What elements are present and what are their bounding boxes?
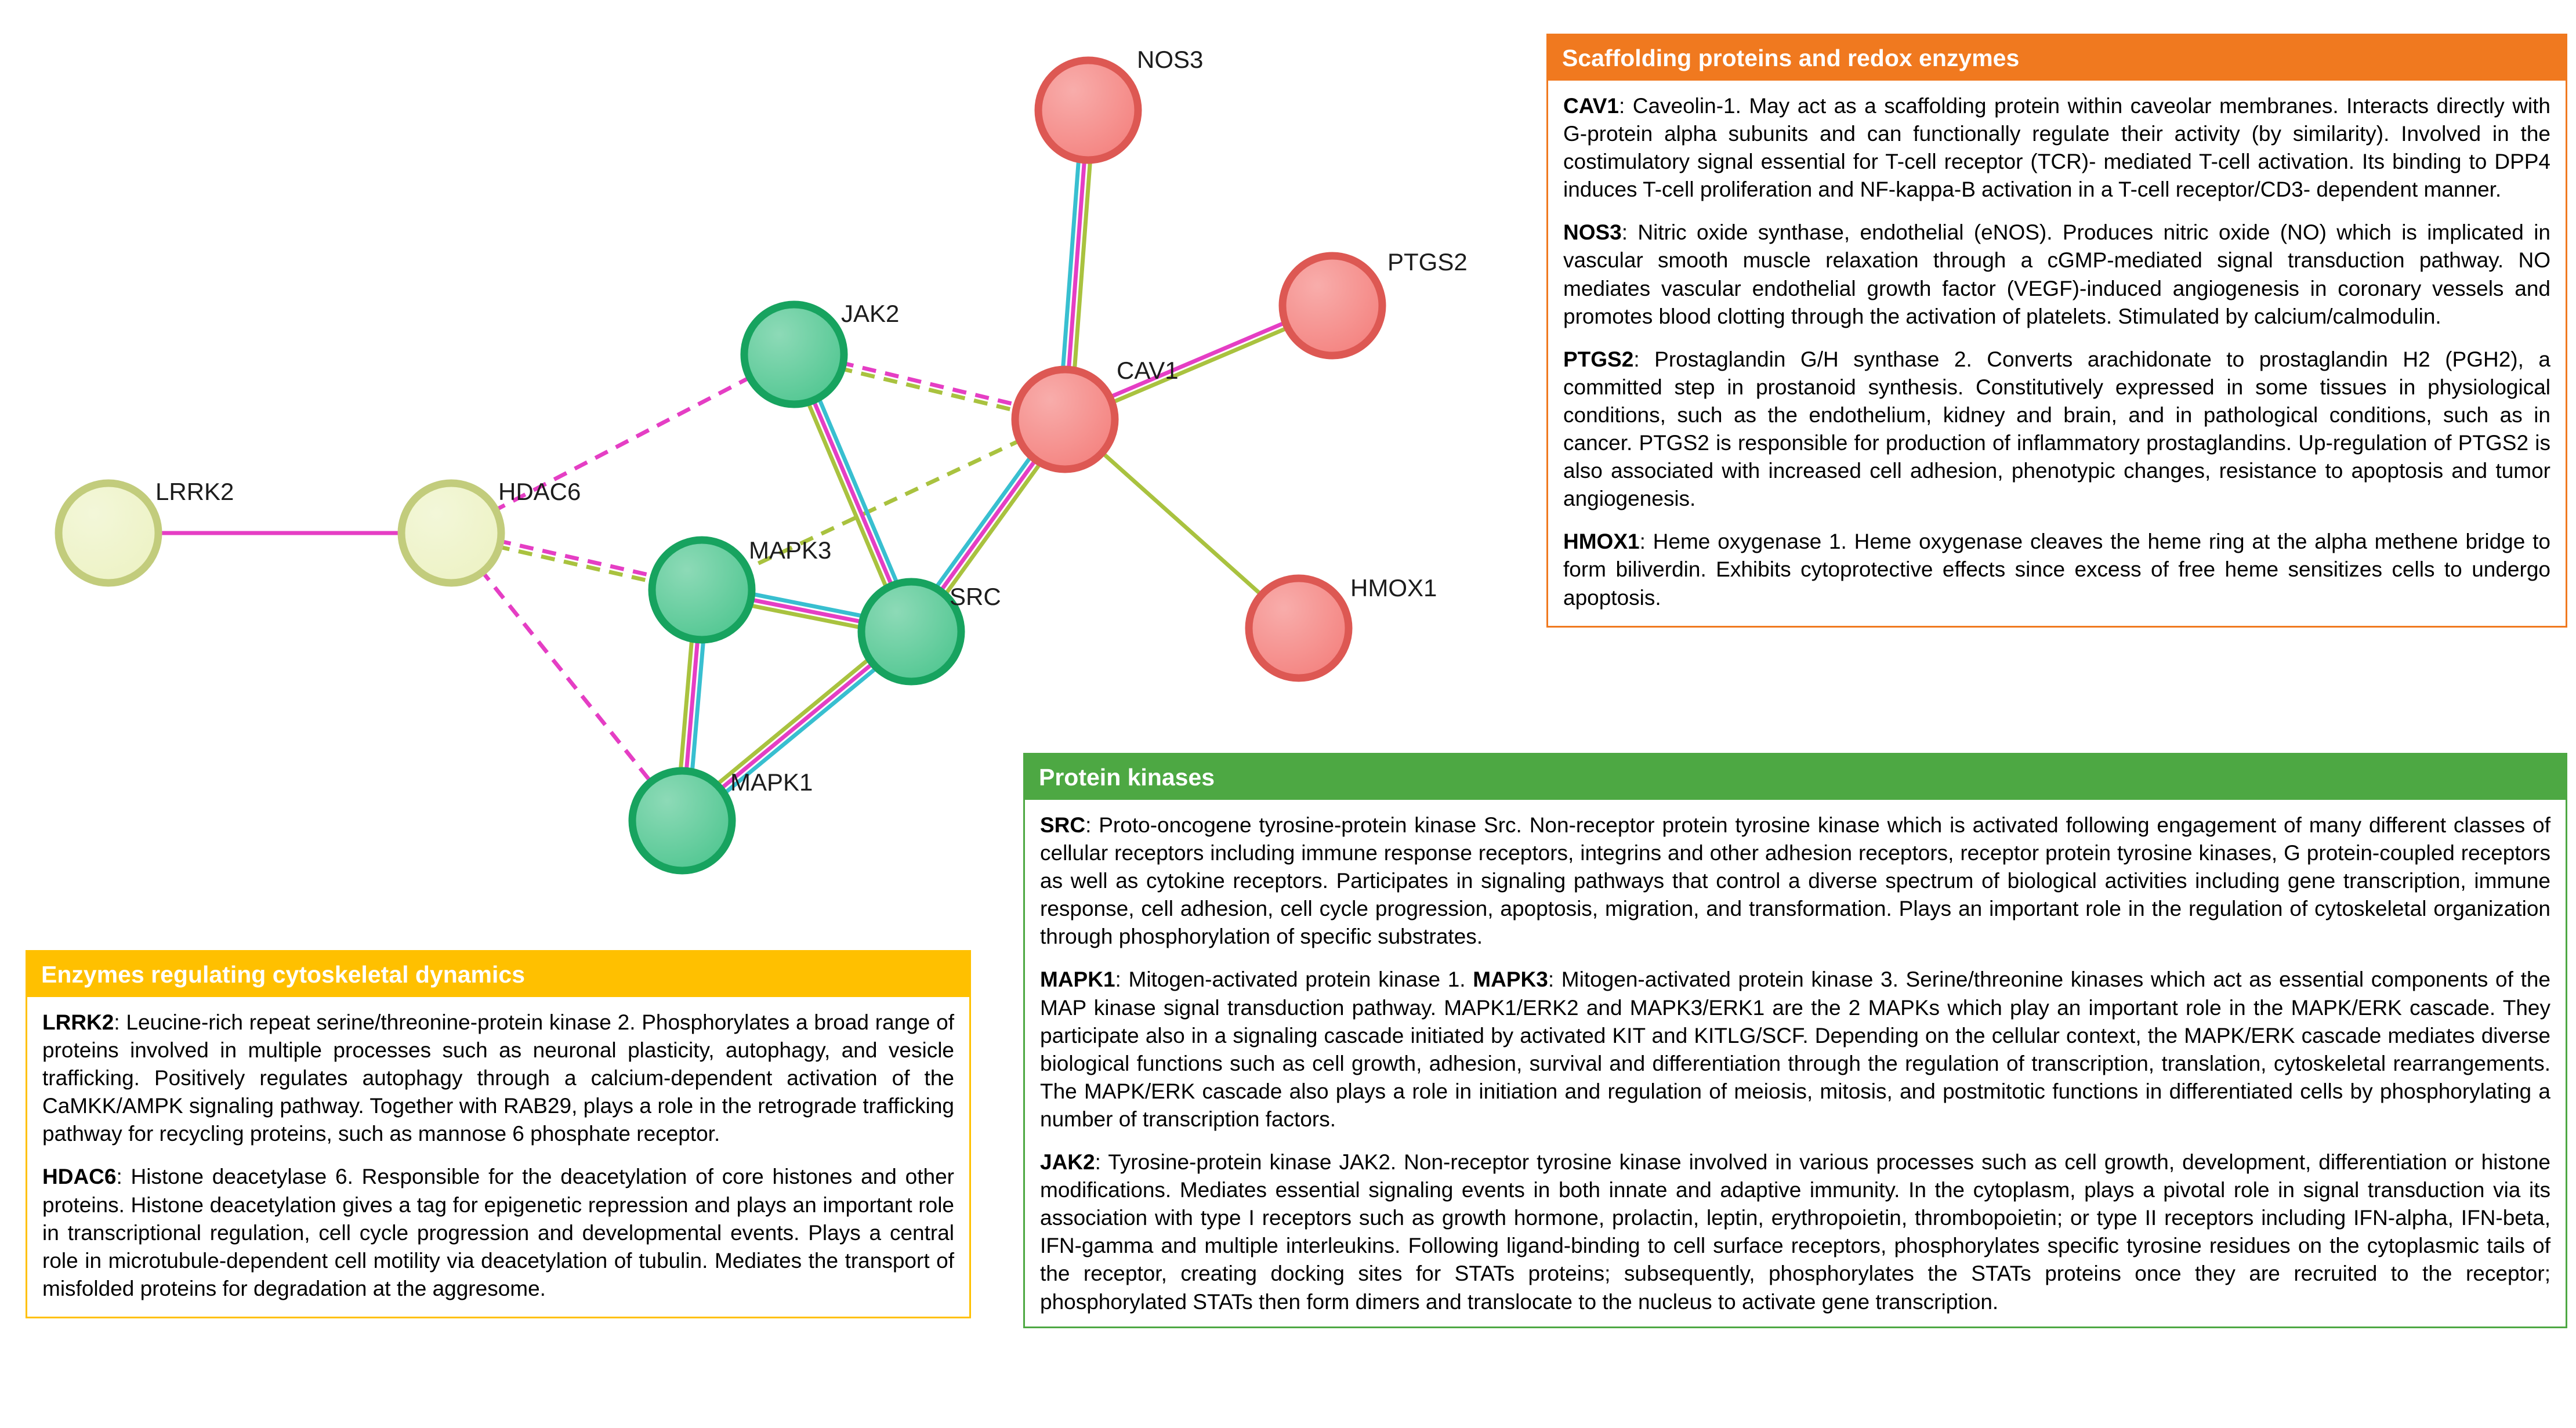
protein-description: : Caveolin-1. May act as a scaffolding protein within caveolar membranes. Interacts directly with G-protein alpha subunits and can functionally regulate their activity (by similarity). Involved in the costimulatory signal essential for T-cell receptor (TCR)- mediated T-cell activation. Its binding to DPP4 induces T-cell proliferation and NF-kappa-B activation in a T-cell receptor/CD3- dependent manner. xyxy=(1563,94,2550,202)
protein-description: : Histone deacetylase 6. Responsible for the deacetylation of core histones and other proteins. Histone deacetylation gives a tag for epigenetic repression and plays an important role in transcriptional regulation, cell cycle progression and developmental events. Plays a central role in microtubule-dependent cell motility via deacetylation of tubulin. Mediates the transport of misfolded proteins for degradation at the aggresome. xyxy=(42,1165,954,1300)
panel-scaffolding-body xyxy=(1548,81,2566,626)
protein-entry-hmox1 xyxy=(1563,528,2550,611)
panel-scaffolding-title: Scaffolding proteins and redox enzymes xyxy=(1548,35,2566,81)
node-circle-hmox1 xyxy=(1249,578,1349,678)
node-label-lrrk2: LRRK2 xyxy=(155,478,234,505)
node-label-jak2: JAK2 xyxy=(841,300,900,327)
node-label-mapk1: MAPK1 xyxy=(730,769,813,796)
protein-entry-hdac6 xyxy=(42,1163,954,1302)
network-node-hdac6 xyxy=(401,478,581,583)
protein-name: NOS3 xyxy=(1563,220,1622,245)
node-label-cav1: CAV1 xyxy=(1117,357,1179,384)
panel-kinases-body xyxy=(1025,800,2566,1326)
network-node-hmox1 xyxy=(1249,574,1437,678)
protein-entry-mapk1 xyxy=(1040,966,2550,1133)
node-circle-jak2 xyxy=(744,305,844,404)
protein-entry-nos3 xyxy=(1563,219,2550,330)
protein-description: : Tyrosine-protein kinase JAK2. Non-receptor tyrosine kinase involved in various processes such as cell growth, development, differentiation or histone modifications. Mediates essential signaling events in both innate and adaptive immunity. In the cytoplasm, plays a pivotal role in signal transduction via its association with type I receptors such as growth hormone, prolactin, leptin, erythropoietin, thrombopoietin; or type II receptors including IFN-alpha, IFN-beta, IFN-gamma and multiple interleukins. Following ligand-binding to cell surface receptors, phosphorylates specific tyrosine residues on the cytoplasmic tails of the receptor, creating docking sites for STATs proteins; subsequently, phosphorylates the STATs proteins once they are recruited to the receptor; phosphorylated STATs then form dimers and translocate to the nucleus to activate gene transcription. xyxy=(1040,1150,2550,1314)
panel-kinases-title: Protein kinases xyxy=(1025,755,2566,800)
node-circle-hdac6 xyxy=(401,483,501,583)
node-circle-ptgs2 xyxy=(1282,256,1382,356)
panel-scaffolding-proteins xyxy=(1546,34,2567,628)
node-circle-mapk1 xyxy=(632,771,732,871)
network-node-nos3 xyxy=(1038,46,1203,160)
node-label-nos3: NOS3 xyxy=(1137,46,1204,73)
protein-name: HMOX1 xyxy=(1563,530,1640,554)
panel-cytoskeletal-body xyxy=(27,997,969,1317)
protein-entry-lrrk2 xyxy=(42,1009,954,1148)
network-node-mapk1 xyxy=(632,769,813,871)
protein-description: : Mitogen-activated protein kinase 1. xyxy=(1115,967,1473,992)
protein-name: PTGS2 xyxy=(1563,347,1634,371)
edge-HDAC6-MAPK1 xyxy=(451,533,682,821)
node-circle-src xyxy=(861,582,961,682)
protein-name: SRC xyxy=(1040,813,1086,837)
network-node-src xyxy=(861,582,1001,682)
protein-description: : Proto-oncogene tyrosine-protein kinase Src. Non-receptor protein tyrosine kinase which is activated following engagement of many different classes of cellular receptors including immune response receptors, integrins and other adhesion receptors, receptor protein tyrosine kinases, G protein-coupled receptors as well as cytokine receptors. Participates in signaling pathways that control a diverse spectrum of biological activities including gene transcription, immune response, cell adhesion, cell cycle progression, apoptosis, migration, and transformation. Plays an important role in the regulation of cytoskeletal organization through phosphorylation of specific substrates. xyxy=(1040,813,2550,949)
network-node-cav1 xyxy=(1015,357,1179,469)
network-node-mapk3 xyxy=(652,537,831,640)
protein-description: : Mitogen-activated protein kinase 3. Serine/threonine kinases which act as essential components of the MAP kinase signal transduction pathway. MAPK1/ERK2 and MAPK3/ERK1 are the 2 MAPKs which play an important role in the MAPK/ERK cascade. They participate also in a signaling cascade initiated by activated KIT and KITLG/SCF. Depending on the cellular context, the MAPK/ERK cascade mediates diverse biological functions such as cell growth, adhesion, survival and differentiation through the regulation of transcription, translation, cytoskeletal rearrangements. The MAPK/ERK cascade also plays a role in initiation and regulation of meiosis, mitosis, and postmitotic functions in differentiated cells by phosphorylating a number of transcription factors. xyxy=(1040,967,2551,1131)
protein-name: HDAC6 xyxy=(42,1165,117,1189)
network-node-lrrk2 xyxy=(59,478,234,583)
network-node-jak2 xyxy=(744,300,899,404)
node-circle-lrrk2 xyxy=(59,483,158,583)
protein-description: : Heme oxygenase 1. Heme oxygenase cleaves the heme ring at the alpha methene bridge to form biliverdin. Exhibits cytoprotective effects since excess of free heme sensitizes cells to undergo apoptosis. xyxy=(1563,530,2550,610)
node-label-ptgs2: PTGS2 xyxy=(1387,248,1468,276)
panel-cytoskeletal-enzymes xyxy=(26,950,971,1318)
network-node-ptgs2 xyxy=(1282,248,1468,356)
protein-entry-jak2 xyxy=(1040,1148,2550,1316)
edge-line xyxy=(451,533,682,821)
edge-HDAC6-JAK2 xyxy=(451,354,794,533)
protein-name: MAPK3 xyxy=(1473,967,1548,992)
panel-cytoskeletal-title: Enzymes regulating cytoskeletal dynamics xyxy=(27,952,969,997)
edge-line xyxy=(451,354,794,533)
protein-entry-ptgs2 xyxy=(1563,346,2550,513)
protein-entry-cav1 xyxy=(1563,92,2550,204)
node-label-hmox1: HMOX1 xyxy=(1350,574,1437,601)
node-circle-cav1 xyxy=(1015,369,1115,469)
protein-description: : Leucine-rich repeat serine/threonine-protein kinase 2. Phosphorylates a broad range of proteins involved in multiple processes such as neuronal plasticity, autophagy, and vesicle trafficking. Positively regulates autophagy through a calcium-dependent activation of the CaMKK/AMPK signaling pathway. Together with RAB29, plays a role in the retrograde trafficking pathway for recycling proteins, such as mannose 6 phosphate receptor. xyxy=(42,1010,954,1146)
panel-protein-kinases xyxy=(1023,753,2567,1328)
node-label-hdac6: HDAC6 xyxy=(498,478,581,505)
protein-name: CAV1 xyxy=(1563,94,1619,118)
protein-description: : Prostaglandin G/H synthase 2. Converts arachidonate to prostaglandin H2 (PGH2), a committed step in prostanoid synthesis. Constitutively expressed in some tissues in physiological conditions, such as the endothelium, kidney and brain, and in pathological conditions, such as in cancer. PTGS2 is responsible for production of inflammatory prostaglandins. Up-regulation of PTGS2 is also associated with increased cell adhesion, phenotypic changes, resistance to apoptosis and tumor angiogenesis. xyxy=(1563,347,2550,511)
protein-entry-src xyxy=(1040,811,2550,951)
protein-description: : Nitric oxide synthase, endothelial (eNOS). Produces nitric oxide (NO) which is implicated in vascular smooth muscle relaxation through a cGMP-mediated signal transduction pathway. NO mediates vascular endothelial growth factor (VEGF)-induced angiogenesis in coronary vessels and promotes blood clotting through the activation of platelets. Stimulated by calcium/calmodulin. xyxy=(1563,220,2550,328)
protein-name: MAPK1 xyxy=(1040,967,1115,992)
protein-name: JAK2 xyxy=(1040,1150,1095,1175)
node-circle-mapk3 xyxy=(652,540,752,640)
node-label-mapk3: MAPK3 xyxy=(749,537,832,564)
node-circle-nos3 xyxy=(1038,60,1138,160)
node-label-src: SRC xyxy=(950,583,1001,610)
protein-name: LRRK2 xyxy=(42,1010,114,1034)
